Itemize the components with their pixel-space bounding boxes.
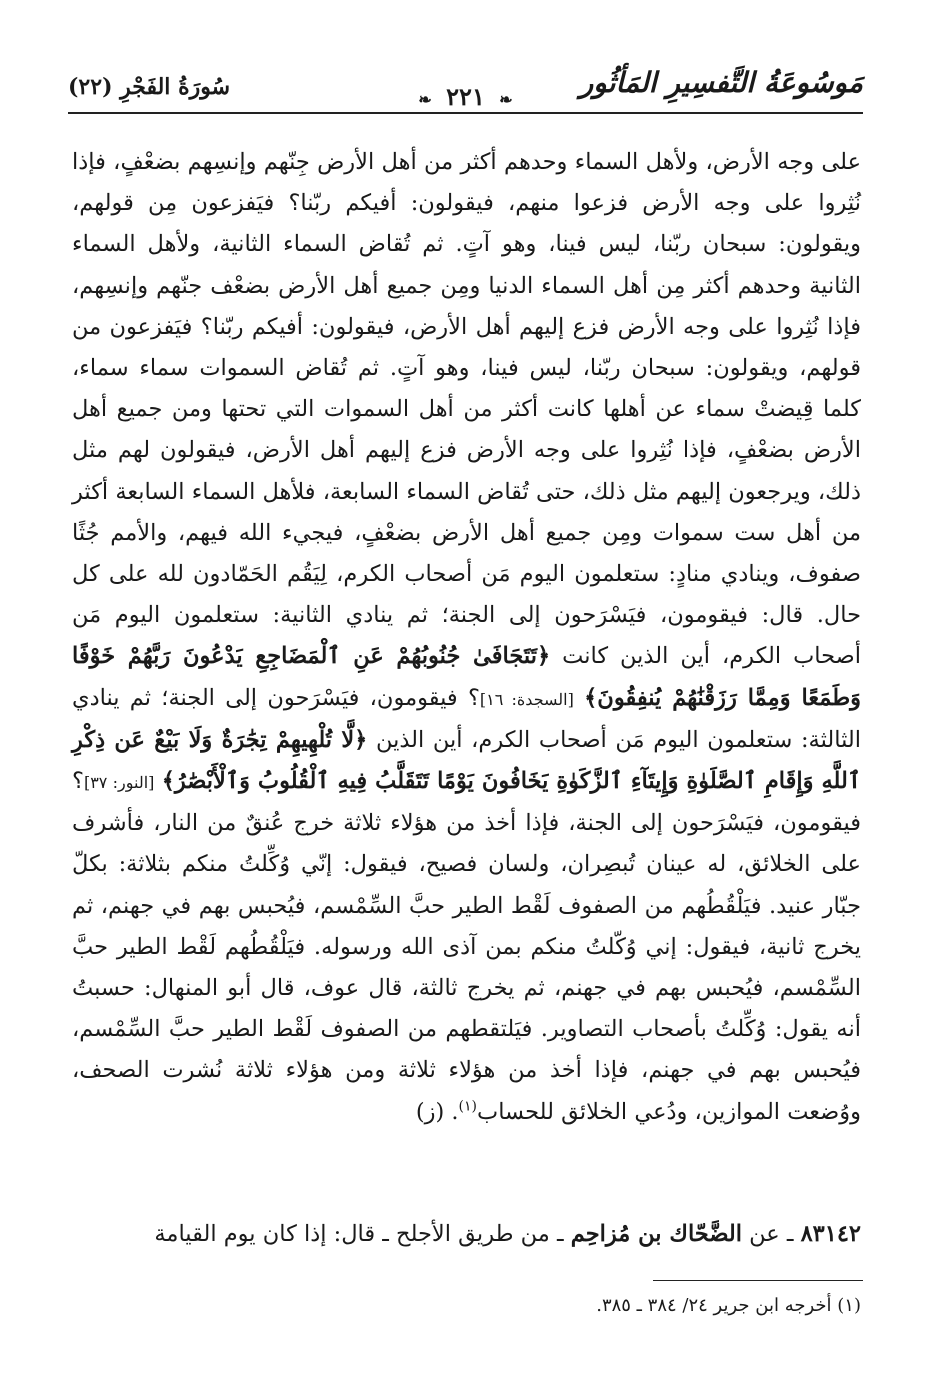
narration-entry [72,1214,861,1255]
page-header [68,66,863,114]
book-title: مَوسُوعَةُ التَّفسِيرِ المَأثُور [579,66,863,99]
narration-text: ـ من طريق الأجلح ـ قال: إذا كان يوم القيامة [154,1221,564,1247]
verse-reference: [النور: ٣٧] [83,773,155,793]
narrator-name: الضَّحّاك بن مُزاحِم [570,1221,742,1247]
ornament-icon: ❧ [418,90,432,109]
surah-title: سُورَةُ الفَجْرِ (٢٢) [68,74,231,100]
header-rule [68,112,863,114]
verse-reference: [السجدة: ١٦] [479,689,574,709]
footnote-rule [653,1280,863,1281]
text-segment: على وجه الأرض، ولأهل السماء وحدهم أكثر من أهل الأرض جِنّهم وإنسِهم بضعْفٍ، فإذا نُثِروا على وجه الأرض فزعوا منهم، فيقولون: أفيكم ربّنا؟ فيَفزعون مِن قولهم، ويقولون: سبحان ربّنا، ليس فينا، وهو آتٍ. ثم تُقاض السماء الثانية، ولأهل السماء الثانية وحدهم أكثر مِن أهل السماء الدنيا ومِن جميع أهل الأرض بضعْف جنّهم وإنسِهم، فإذا نُثِروا على وجه الأرض فزع إليهم أهل الأرض، فيقولون: أفيكم ربّنا؟ فيَفزعون من قولهم، ويقولون: سبحان ربّنا، ليس فينا، وهو آتٍ. ثم تُقاض السموات سماء سماء، كلما قِيضتْ سماء عن أهلها كانت أكثر من أهل السموات التي تحتها ومن جميع أهل الأرض بضعْفٍ، فإذا نُثِروا على وجه الأرض فزع إليهم أهل الأرض، فيقولون لهم مثل ذلك، ويرجعون إليهم مثل ذلك، حتى تُقاض السماء السابعة، فلأهل السماء السابعة أكثر من أهل ست سموات ومِن جميع أهل الأرض بضعْفٍ، فيجيء الله فيهم، والأمم جُثًا صفوف، وينادي منادٍ: ستعلمون اليوم مَن أصحاب الكرم، لِيَقُم الحَمّادون لله على كل حال. قال: فيقومون، فيَسْرَحون إلى الجنة؛ ثم ينادي الثانية: ستعلمون اليوم مَن أصحاب الكرم، أين الذين كانت [72,149,861,670]
text-segment: . (ز) [415,1098,459,1125]
footnote: (١) أخرجه ابن جرير ٢٤/ ٣٨٤ ـ ٣٨٥. [596,1295,861,1316]
main-paragraph [72,142,861,1133]
quran-verse: ﴿لَّا تُلْهِيهِمْ تِجَٰرَةٌ وَلَا بَيْعٌ عَن ذِكْرِ ٱللَّهِ وَإِقَامِ ٱلصَّلَوٰةِ وَإِيتَآءِ ٱلزَّكَوٰةِ يَخَافُونَ يَوْمًا تَتَقَلَّبُ فِيهِ ٱلْقُلُوبُ وَٱلْأَبْصَٰرُ﴾ [72,726,862,795]
ornament-icon: ❧ [499,90,513,109]
quran-verse: ﴿تَتَجَافَىٰ جُنُوبُهُمْ عَنِ ٱلْمَضَاجِعِ يَدْعُونَ رَبَّهُمْ خَوْفًا وَطَمَعًا وَمِمَّا رَزَقْنَٰهُمْ يُنفِقُونَ﴾ [72,643,861,711]
text-segment: ؟ فيقومون، فيَسْرَحون إلى الجنة، فإذا أخذ من هؤلاء ثلاثة خرج عُنقٌ من النار، فأشرف على الخلائق، له عينان تُبصِران، ولسان فصيح، فيقول: إنّي وُكِّلتُ منكم بثلاثة: بكلّ جبّار عنيد. فيَلْقُطُهم من الصفوف لَقْط الطير حبَّ السِّمْسم، فيُحبس بهم في جهنم، ثم يخرج ثانية، فيقول: إني وُكّلتُ منكم بمن آذى الله ورسوله. فيَلْقُطُهم لَقْط الطير حبَّ السِّمْسم، فيُحبس بهم في جهنم، ثم يخرج ثالثة، قال عوف، قال أبو المنهال: حسبتُ أنه يقول: وُكِّلتُ بأصحاب التصاوير. فيَلتقطهم من الصفوف لَقْط الطير حبَّ السِّمْسم، فيُحبس بهم في جهنم، فإذا أخذ من هؤلاء ثلاثة ومن هؤلاء ثلاثة نُشرت الصحف، ووُضعت الموازين، ودُعي الخلائق للحساب [72,768,861,1125]
text-segment: ؟ فيقومون، فيَسْرَحون إلى الجنة؛ ثم ينادي الثالثة: ستعلمون اليوم مَن أصحاب الكرم، أين الذين [72,684,861,753]
narration-lead: ـ عن [749,1221,794,1247]
main-text [72,142,861,1133]
page-number-block [412,82,518,111]
footnote-marker: (١) [458,1098,478,1115]
narration-number: ٨٣١٤٢ [800,1221,861,1247]
page-number: ٢٢١ [446,82,485,111]
